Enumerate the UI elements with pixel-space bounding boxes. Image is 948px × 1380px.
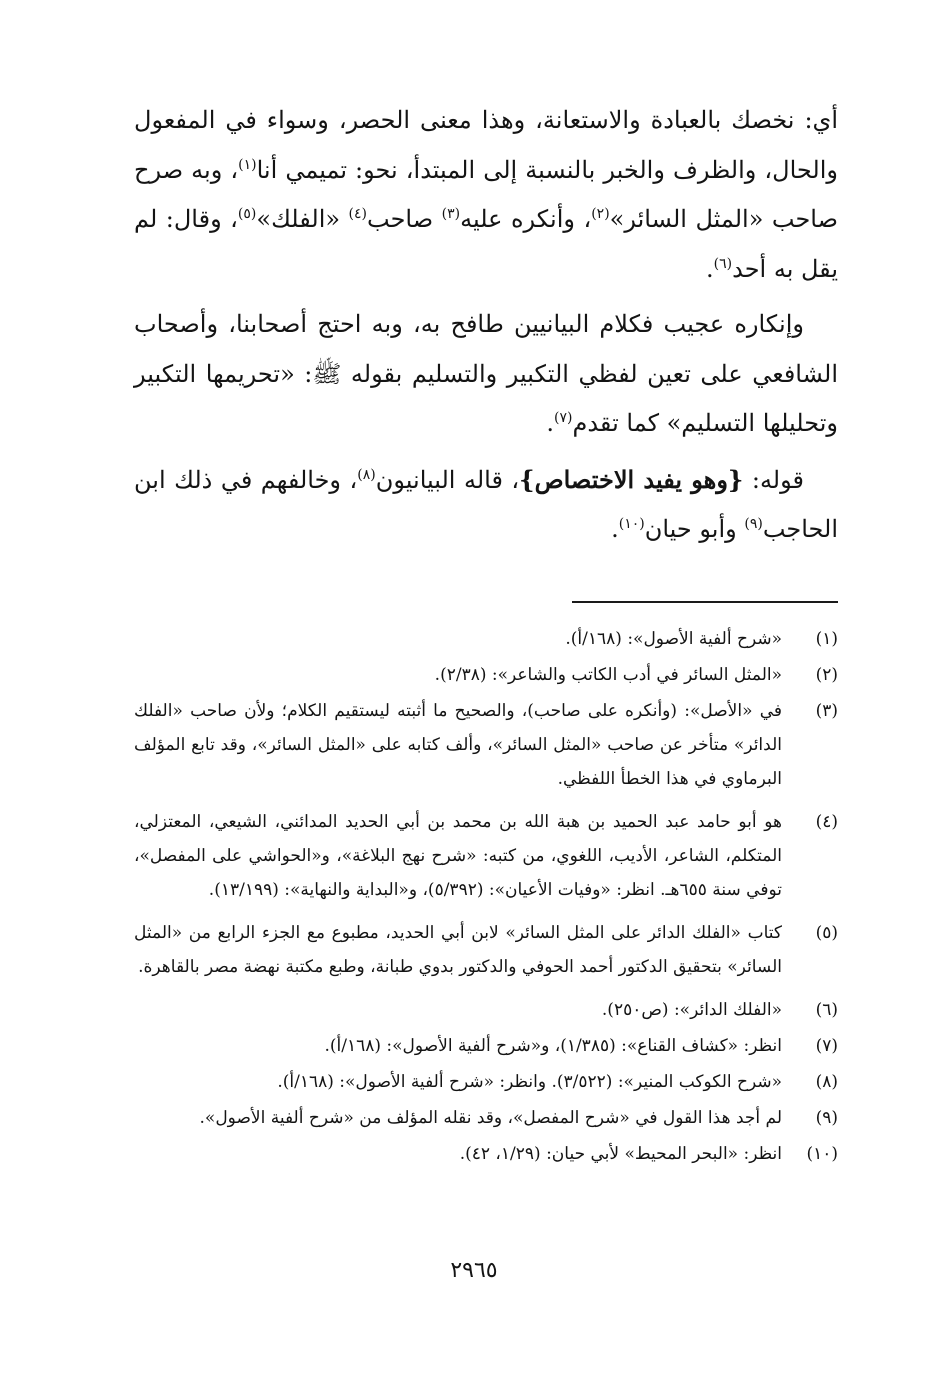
footnote-7 [134,1029,838,1063]
footnote-number: (٣) [815,701,838,721]
text-run: ، وبه صرح صاحب «المثل السائر» [134,155,838,233]
footnote-number: (٩) [815,1108,838,1128]
footnotes [134,622,838,1171]
text-run: . [705,254,714,283]
text-run: . [611,515,619,543]
footnote-number: (٧) [815,1036,838,1056]
paragraph-1 [134,96,838,294]
footnote-text: لم أجد هذا القول في «شرح المفصل»، وقد نقله المؤلف من «شرح ألفية الأصول». [199,1108,782,1128]
page-number: ٢٩٦٥ [450,1258,498,1283]
footnote-4 [134,805,838,907]
text-run: أي: نخصك بالعبادة والاستعانة، وهذا معنى الحصر، وسواء في المفعول والحال، والظرف والخبر بالنسبة إلى المبتدأ، نحو: تميمي أنا [134,106,838,184]
footnote-number: (٨) [815,1072,838,1092]
footnote-ref-5[interactable]: (٥) [237,206,257,222]
footnote-text: انظر: «كشاف القناع»: (١/٣٨٥)، و«شرح ألفية الأصول»: (١٦٨/أ). [324,1036,782,1056]
footnote-ref-7[interactable]: (٧) [554,410,573,426]
footnote-text: «المثل السائر في أدب الكاتب والشاعر»: (٢/٣٨). [434,665,782,685]
text-run: ، وأنكره عليه [460,205,592,233]
paragraph-2 [134,300,838,449]
footnote-ref-2[interactable]: (٢) [591,206,610,222]
text-run: ، قاله البيانيون [375,465,520,494]
footnote-1 [134,622,838,656]
footnote-text: في «الأصل»: (وأنكره على صاحب)، والصحيح ما أثبته ليستقيم الكلام؛ ولأن صاحب «الفلك الدائر» متأخر عن صاحب «المثل السائر»، وألف كتابه على «المثل السائر»، وقد تابع المؤلف البرماوي في هذا الخطأ اللفظي. [134,701,782,789]
footnote-text: كتاب «الفلك الدائر على المثل السائر» لابن أبي الحديد، مطبوع مع الجزء الرابع من «المثل السائر» بتحقيق الدكتور أحمد الحوفي والدكتور بدوي طبانة، وطبع مكتبة نهضة مصر بالقاهرة. [134,923,782,977]
footnote-separator [572,601,838,603]
footnote-10 [134,1137,838,1171]
footnote-text: انظر: «البحر المحيط» لأبي حيان: (١/٢٩، ٤٢). [459,1144,782,1164]
footnote-number: (٥) [815,923,838,943]
footnote-ref-4[interactable]: (٤) [348,206,368,222]
footnote-9 [134,1101,838,1135]
footnote-ref-6[interactable]: (٦) [713,255,733,272]
text-run: . [546,409,554,437]
footnote-ref-1[interactable]: (١) [238,156,257,173]
footnote-6 [134,993,838,1027]
text-run: ، وقال: لم يقل به أحد [134,205,838,283]
footnote-ref-9[interactable]: (٩) [744,516,763,532]
footnote-number: (١٠) [806,1144,838,1164]
footnote-8 [134,1065,838,1099]
paragraph-3 [134,455,838,555]
text-run: وإنكاره عجيب فكلام البيانيين طافح به، وبه احتج أصحابنا، وأصحاب الشافعي على تعين لفظي التكبير والتسليم بقوله ﷺ: «تحريمها التكبير وتحليلها التسليم» كما تقدم [134,310,838,437]
footnote-text: «شرح ألفية الأصول»: (١٦٨/أ). [565,629,782,649]
text-run: ، وخالفهم في ذلك ابن الحاجب [134,465,838,543]
text-run: وأبو حيان [644,515,745,543]
footnote-ref-10[interactable]: (١٠) [618,516,645,532]
footnote-text: «الفلك الدائر»: (ص٢٥٠). [601,1000,782,1020]
footnote-text: «شرح الكوكب المنير»: (٣/٥٢٢). وانظر: «شرح ألفية الأصول»: (١٦٨/أ). [277,1072,782,1092]
main-text [134,96,838,555]
text-run: صاحب [367,205,442,233]
footnote-number: (٤) [815,812,838,832]
text-run: قوله: [743,465,804,494]
footnote-number: (٢) [815,665,838,685]
matn-quote: {وهو يفيد الاختصاص} [519,464,744,494]
footnote-3 [134,694,838,796]
footnote-ref-3[interactable]: (٣) [441,206,461,222]
footnote-number: (٦) [815,1000,838,1020]
text-run: «الفلك» [256,205,349,233]
footnote-5 [134,916,838,984]
footnote-2 [134,658,838,692]
footnote-text: هو أبو حامد عبد الحميد بن هبة الله بن محمد بن أبي الحديد المدائني، الشيعي، المعتزلي، المتكلم، الشاعر، الأديب، اللغوي، من كتبه: «شرح نهج البلاغة»، و«الحواشي على المفصل»، توفي سنة ٦٥٥هـ. انظر: «وفيات الأعيان»: (٥/٣٩٢)، و«البداية والنهاية»: (١٣/١٩٩). [134,812,782,900]
footnote-ref-8[interactable]: (٨) [357,466,376,483]
footnote-number: (١) [815,629,838,649]
